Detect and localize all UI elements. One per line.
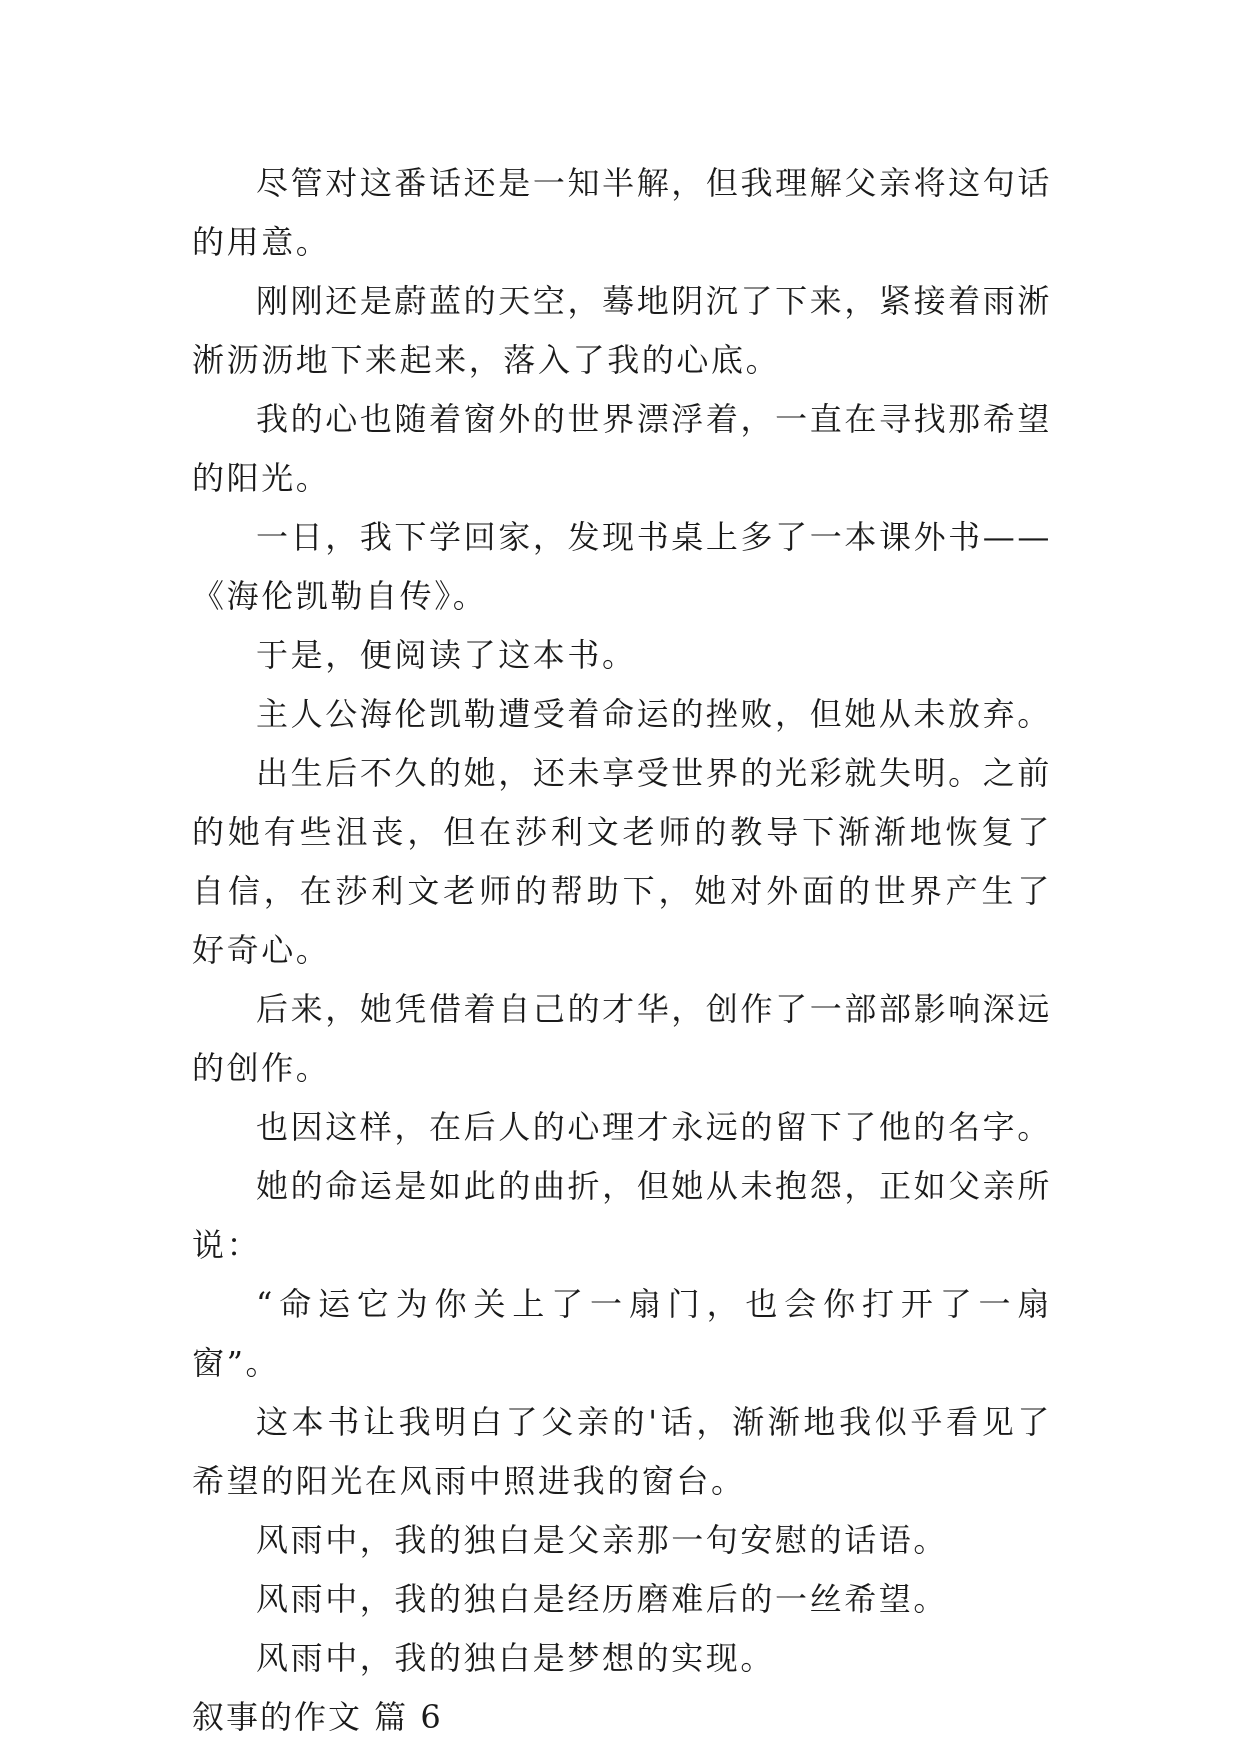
paragraph-1: 尽管对这番话还是一知半解，但我理解父亲将这句话的用意。: [192, 164, 1052, 261]
section-heading: 叙事的作文 篇 6: [192, 1698, 443, 1736]
paragraph-12: 这本书让我明白了父亲的'话，渐渐地我似乎看见了希望的阳光在风雨中照进我的窗台。: [192, 1403, 1052, 1500]
document-page: [192, 154, 1052, 1747]
paragraph-6: 主人公海伦凯勒遭受着命运的挫败，但她从未放弃。: [256, 695, 1052, 733]
paragraph-14: 风雨中，我的独白是经历磨难后的一丝希望。: [256, 1580, 949, 1618]
paragraph-5: 于是，便阅读了这本书。: [256, 636, 637, 674]
paragraph-15: 风雨中，我的独白是梦想的实现。: [256, 1639, 776, 1677]
paragraph-3: 我的心也随着窗外的世界漂浮着，一直在寻找那希望的阳光。: [192, 400, 1052, 497]
paragraph-9: 也因这样，在后人的心理才永远的留下了他的名字。: [256, 1108, 1052, 1146]
paragraph-2: 刚刚还是蔚蓝的天空，蓦地阴沉了下来，紧接着雨淅淅沥沥地下来起来，落入了我的心底。: [192, 282, 1052, 379]
paragraph-10: 她的命运是如此的曲折，但她从未抱怨，正如父亲所说：: [192, 1167, 1052, 1264]
paragraph-7: 出生后不久的她，还未享受世界的光彩就失明。之前的她有些沮丧，但在莎利文老师的教导下渐渐地恢复了自信，在莎利文老师的帮助下，她对外面的世界产生了好奇心。: [192, 754, 1052, 969]
paragraph-4: 一日，我下学回家，发现书桌上多了一本课外书——《海伦凯勒自传》。: [192, 518, 1052, 615]
paragraph-13: 风雨中，我的独白是父亲那一句安慰的话语。: [256, 1521, 949, 1559]
paragraph-8: 后来，她凭借着自己的才华，创作了一部部影响深远的创作。: [192, 990, 1052, 1087]
paragraph-11-quote: “命运它为你关上了一扇门，也会你打开了一扇窗”。: [192, 1285, 1052, 1382]
